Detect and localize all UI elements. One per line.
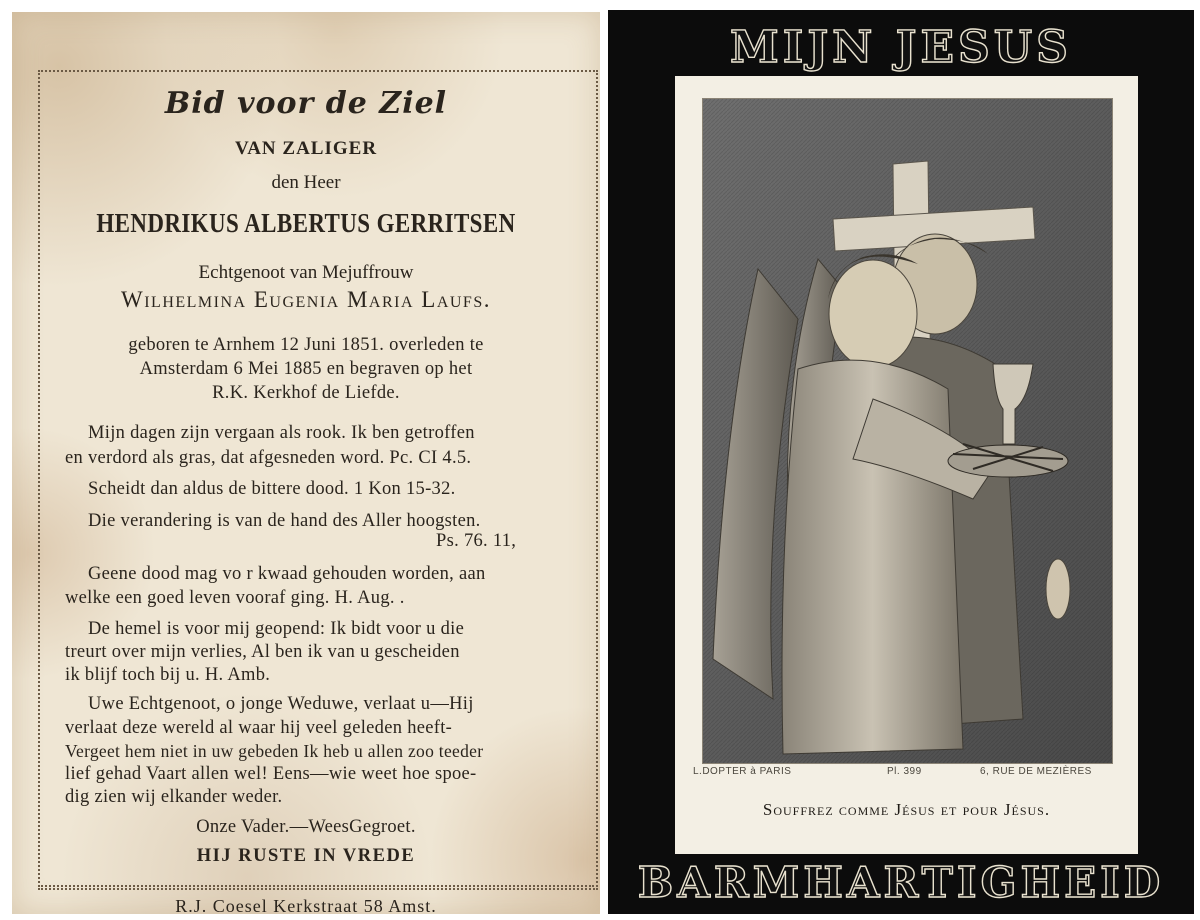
bio-line: geboren te Arnhem 12 Juni 1851. overleden te xyxy=(128,335,484,355)
memorial-card-image-side xyxy=(608,10,1194,914)
bottom-dotted-rule xyxy=(38,885,594,887)
top-banner: MIJN JESUS xyxy=(730,22,1072,73)
verse-line: Uwe Echtgenoot, o jonge Weduwe, verlaat u—Hij xyxy=(88,694,474,714)
bio-line: R.K. Kerkhof de Liefde. xyxy=(212,383,400,403)
memorial-card-text-side xyxy=(12,12,600,914)
verse-line: Mijn dagen zijn vergaan als rook. Ik ben getroffen xyxy=(88,423,475,443)
inner-image-card xyxy=(675,76,1138,854)
verse-line: Geene dood mag vo r kwaad gehouden worden, aan xyxy=(88,564,486,584)
bottom-banner: BARMHARTIGHEID xyxy=(637,858,1165,907)
prayer-line: Onze Vader.—WeesGegroet. xyxy=(196,817,416,837)
printer-imprint: R.J. Coesel Kerkstraat 58 Amst. xyxy=(175,896,437,916)
van-zaliger-line: VAN ZALIGER xyxy=(234,138,378,159)
verse-line: welke een goed leven vooraf ging. H. Aug. . xyxy=(65,588,405,608)
verse-line: Ps. 76. 11, xyxy=(436,531,517,551)
verse-line: dig zien wij elkander weder. xyxy=(65,787,283,807)
angels-with-cross-icon xyxy=(703,99,1112,763)
deceased-name: HENDRIKUS ALBERTUS GERRITSEN xyxy=(96,208,516,238)
bio-line: Amsterdam 6 Mei 1885 en begraven op het xyxy=(139,359,473,379)
spouse-name: Wilhelmina Eugenia Maria Laufs. xyxy=(121,287,491,312)
verse-line: lief gehad Vaart allen wel! Eens—wie weet hoe spoe- xyxy=(65,764,477,784)
card-heading: Bid voor de Ziel xyxy=(164,86,448,121)
den-heer-line: den Heer xyxy=(271,172,341,193)
verse-line: Die verandering is van de hand des Aller hoogsten. xyxy=(88,511,481,531)
rest-in-peace: HIJ RUSTE IN VREDE xyxy=(196,846,416,866)
engraver-credit: L.DOPTER à PARIS xyxy=(693,766,792,777)
verse-line: Vergeet hem niet in uw gebeden Ik heb u allen zoo teeder xyxy=(65,741,484,761)
verse-line: verlaat deze wereld al waar hij veel geleden heeft- xyxy=(65,718,453,738)
verse-line: Scheidt dan aldus de bittere dood. 1 Kon 15-32. xyxy=(88,479,456,499)
image-caption: Souffrez comme Jésus et pour Jésus. xyxy=(762,800,1051,819)
verse-line: De hemel is voor mij geopend: Ik bidt voor u die xyxy=(88,619,465,639)
spouse-intro: Echtgenoot van Mejuffrouw xyxy=(198,262,414,283)
plate-number: Pl. 399 xyxy=(887,766,922,777)
verse-line: en verdord als gras, dat afgesneden word. Pc. CI 4.5. xyxy=(65,448,472,468)
publisher-address: 6, RUE DE MEZIÈRES xyxy=(980,766,1092,777)
angels-with-cross-engraving xyxy=(702,98,1113,764)
verse-line: ik blijf toch bij u. H. Amb. xyxy=(65,665,271,685)
verse-line: treurt over mijn verlies, Al ben ik van u gescheiden xyxy=(65,642,460,662)
